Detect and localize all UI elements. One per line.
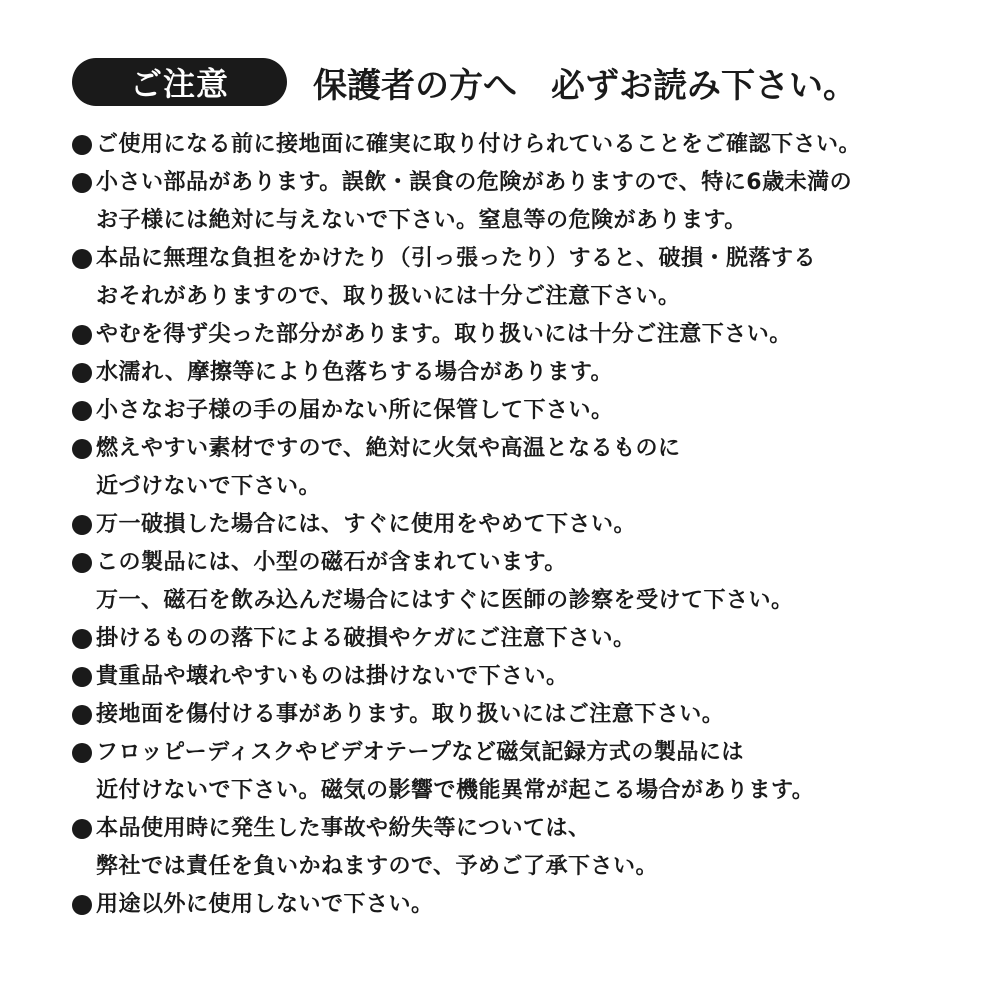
bullet-icon bbox=[72, 886, 96, 924]
notice-line: 燃えやすい素材ですので、絶対に火気や高温となるものに bbox=[96, 436, 681, 461]
filled-circle-icon bbox=[72, 705, 92, 725]
filled-circle-icon bbox=[72, 553, 92, 573]
notice-text bbox=[96, 620, 982, 658]
notice-text bbox=[96, 544, 982, 620]
caution-badge: ご注意 bbox=[72, 58, 287, 106]
filled-circle-icon bbox=[72, 249, 92, 269]
notice-text bbox=[96, 126, 982, 164]
filled-circle-icon bbox=[72, 819, 92, 839]
notice-text bbox=[96, 430, 982, 506]
notice-line: 万一破損した場合には、すぐに使用をやめて下さい。 bbox=[96, 512, 637, 537]
filled-circle-icon bbox=[72, 363, 92, 383]
notice-text bbox=[96, 392, 982, 430]
filled-circle-icon bbox=[72, 895, 92, 915]
bullet-icon bbox=[72, 506, 96, 544]
bullet-icon bbox=[72, 810, 96, 848]
filled-circle-icon bbox=[72, 743, 92, 763]
filled-circle-icon bbox=[72, 439, 92, 459]
bullet-icon bbox=[72, 696, 96, 734]
notice-item bbox=[72, 316, 982, 354]
notice-line: おそれがありますので、取り扱いには十分ご注意下さい。 bbox=[96, 284, 681, 309]
notice-line: 近付けないで下さい。磁気の影響で機能異常が起こる場合があります。 bbox=[96, 778, 815, 803]
filled-circle-icon bbox=[72, 401, 92, 421]
notice-line: 用途以外に使用しないで下さい。 bbox=[96, 892, 434, 917]
notice-header bbox=[72, 58, 857, 106]
bullet-icon bbox=[72, 430, 96, 468]
notice-line: やむを得ず尖った部分があります。取り扱いには十分ご注意下さい。 bbox=[96, 322, 792, 347]
bullet-icon bbox=[72, 164, 96, 202]
notice-list bbox=[72, 126, 982, 924]
notice-item bbox=[72, 392, 982, 430]
notice-line: お子様には絶対に与えないで下さい。窒息等の危険があります。 bbox=[96, 208, 747, 233]
bullet-icon bbox=[72, 658, 96, 696]
notice-text bbox=[96, 886, 982, 924]
notice-line: 小さい部品があります。誤飲・誤食の危険がありますので、特に6歳未満の bbox=[96, 170, 853, 195]
notice-line: 掛けるものの落下による破損やケガにご注意下さい。 bbox=[96, 626, 636, 651]
bullet-icon bbox=[72, 240, 96, 278]
notice-text bbox=[96, 734, 982, 810]
notice-item bbox=[72, 126, 982, 164]
bullet-icon bbox=[72, 544, 96, 582]
notice-line: 本品に無理な負担をかけたり（引っ張ったり）すると、破損・脱落する bbox=[96, 246, 817, 271]
bullet-icon bbox=[72, 316, 96, 354]
filled-circle-icon bbox=[72, 667, 92, 687]
notice-text bbox=[96, 506, 982, 544]
notice-item bbox=[72, 506, 982, 544]
notice-text bbox=[96, 240, 982, 316]
notice-text bbox=[96, 658, 982, 696]
notice-item bbox=[72, 696, 982, 734]
bullet-icon bbox=[72, 392, 96, 430]
filled-circle-icon bbox=[72, 629, 92, 649]
notice-item bbox=[72, 620, 982, 658]
filled-circle-icon bbox=[72, 515, 92, 535]
notice-text bbox=[96, 810, 982, 886]
notice-line: 万一、磁石を飲み込んだ場合にはすぐに医師の診察を受けて下さい。 bbox=[96, 588, 794, 613]
notice-line: 貴重品や壊れやすいものは掛けないで下さい。 bbox=[96, 664, 569, 689]
bullet-icon bbox=[72, 620, 96, 658]
notice-text bbox=[96, 164, 982, 240]
notice-item bbox=[72, 658, 982, 696]
notice-heading: 保護者の方へ 必ずお読み下さい。 bbox=[313, 65, 857, 106]
notice-line: この製品には、小型の磁石が含まれています。 bbox=[96, 550, 567, 575]
notice-item bbox=[72, 164, 982, 240]
notice-item bbox=[72, 354, 982, 392]
notice-text bbox=[96, 696, 982, 734]
notice-line: 小さなお子様の手の届かない所に保管して下さい。 bbox=[96, 398, 614, 423]
notice-line: ご使用になる前に接地面に確実に取り付けられていることをご確認下さい。 bbox=[96, 132, 862, 157]
bullet-icon bbox=[72, 734, 96, 772]
notice-item bbox=[72, 430, 982, 506]
notice-text bbox=[96, 316, 982, 354]
notice-item bbox=[72, 544, 982, 620]
filled-circle-icon bbox=[72, 325, 92, 345]
notice-line: 近づけないで下さい。 bbox=[96, 474, 322, 499]
notice-text bbox=[96, 354, 982, 392]
notice-line: 本品使用時に発生した事故や紛失等については、 bbox=[96, 816, 591, 841]
notice-line: 弊社では責任を負いかねますので、予めご了承下さい。 bbox=[96, 854, 659, 879]
bullet-icon bbox=[72, 354, 96, 392]
notice-item bbox=[72, 734, 982, 810]
notice-line: 接地面を傷付ける事があります。取り扱いにはご注意下さい。 bbox=[96, 702, 725, 727]
notice-line: フロッピーディスクやビデオテープなど磁気記録方式の製品には bbox=[96, 740, 744, 765]
notice-item bbox=[72, 810, 982, 886]
filled-circle-icon bbox=[72, 135, 92, 155]
filled-circle-icon bbox=[72, 173, 92, 193]
notice-item bbox=[72, 240, 982, 316]
bullet-icon bbox=[72, 126, 96, 164]
notice-item bbox=[72, 886, 982, 924]
notice-line: 水濡れ、摩擦等により色落ちする場合があります。 bbox=[96, 360, 614, 385]
